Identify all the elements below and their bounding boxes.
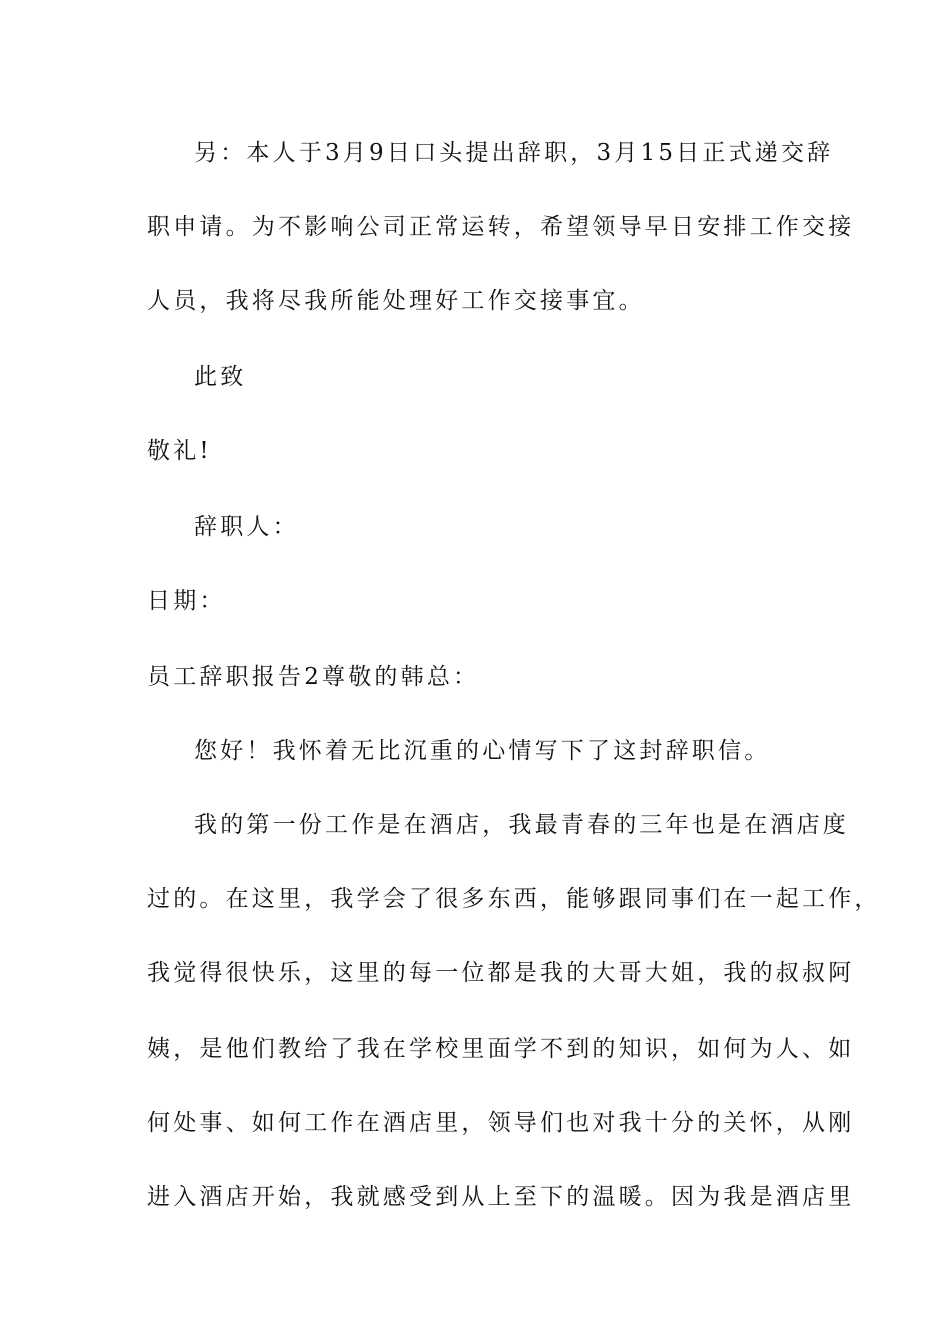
text-line: 过的。在这里，我学会了很多东西，能够跟同事们在一起工作，: [147, 886, 881, 912]
salutation-closing: 敬礼!: [147, 438, 212, 464]
resigner-label: 辞职人：: [194, 514, 299, 540]
greeting-line: 您好！我怀着无比沉重的心情写下了这封辞职信。: [194, 738, 771, 764]
text-line: 另：本人于3月9日口头提出辞职，3月15日正式递交辞: [194, 140, 834, 166]
text-line: 职申请。为不影响公司正常运转，希望领导早日安排工作交接: [147, 214, 855, 240]
text-line: 姨，是他们教给了我在学校里面学不到的知识，如何为人、如: [147, 1036, 855, 1062]
date-label: 日期：: [147, 588, 226, 614]
report-heading: 员工辞职报告2尊敬的韩总：: [147, 664, 480, 690]
text-line: 进入酒店开始，我就感受到从上至下的温暖。因为我是酒店里: [147, 1184, 855, 1210]
text-line: 何处事、如何工作在酒店里，领导们也对我十分的关怀，从刚: [147, 1110, 855, 1136]
closing-phrase: 此致: [194, 364, 247, 390]
text-line: 我的第一份工作是在酒店，我最青春的三年也是在酒店度: [194, 812, 849, 838]
text-line: 我觉得很快乐，这里的每一位都是我的大哥大姐，我的叔叔阿: [147, 960, 855, 986]
text-line: 人员，我将尽我所能处理好工作交接事宜。: [147, 288, 645, 314]
